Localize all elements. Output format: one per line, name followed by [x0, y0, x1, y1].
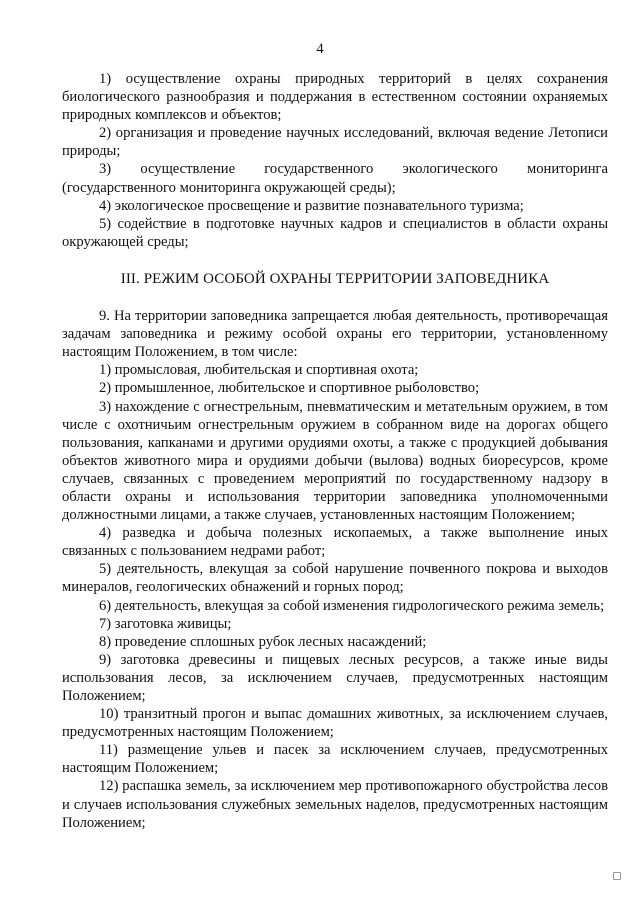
duty-item: 1) осуществление охраны природных территорий в целях сохранения биологического разнообразия и поддержания в естественном состоянии охраняемых природных комплексов и объектов;: [62, 71, 608, 124]
clause-intro: 9. На территории заповедника запрещается любая деятельность, противоречащая задачам заповедника и режиму особой охраны его территории, установленному настоящим Положением, в том числе:: [62, 308, 608, 361]
duty-item: 3) осуществление государственного экологического мониторинга (государственного мониторинга окружающей среды);: [62, 161, 608, 196]
section-heading: III. РЕЖИМ ОСОБОЙ ОХРАНЫ ТЕРРИТОРИИ ЗАПОВЕДНИКА: [120, 270, 550, 287]
prohibition-item: 1) промысловая, любительская и спортивная охота;: [99, 362, 419, 379]
scan-corner-mark: [613, 872, 621, 880]
prohibition-item: 10) транзитный прогон и выпас домашних животных, за исключением случаев, предусмотренных настоящим Положением;: [62, 706, 608, 741]
duty-item: 2) организация и проведение научных исследований, включая ведение Летописи природы;: [62, 125, 608, 160]
duty-item: 4) экологическое просвещение и развитие познавательного туризма;: [99, 197, 524, 214]
prohibition-item: 2) промышленное, любительское и спортивное рыболовство;: [99, 380, 480, 397]
prohibition-item: 5) деятельность, влекущая за собой нарушение почвенного покрова и выходов минералов, геологических обнажений и горных пород;: [62, 561, 608, 596]
prohibition-item: 7) заготовка живицы;: [99, 615, 232, 632]
prohibition-item: 3) нахождение с огнестрельным, пневматическим и метательным оружием, в том числе с охотничьим огнестрельным оружием в собранном виде на дорогах общего пользования, капканами и другими орудиями охоты, а также с продукцией добывания объектов животного мира и орудиями добычи (вылова) водных биоресурсов, кроме случаев, связанных с проведением мероприятий по государственному надзору в области охраны и использования территории заповедника уполномоченными должностными лицами, а также случаев, установленных настоящим Положением;: [62, 398, 608, 524]
document-body: [62, 70, 608, 832]
prohibition-item: 12) распашка земель, за исключением мер противопожарного обустройства лесов и случаев использования служебных земельных наделов, предусмотренных настоящим Положением;: [62, 778, 608, 831]
prohibition-item: 11) размещение ульев и пасек за исключением случаев, предусмотренных настоящим Положением;: [62, 742, 608, 777]
prohibition-item: 4) разведка и добыча полезных ископаемых, а также выполнение иных связанных с пользованием недрами работ;: [62, 525, 608, 560]
prohibition-item: 8) проведение сплошных рубок лесных насаждений;: [99, 633, 427, 650]
prohibition-item: 9) заготовка древесины и пищевых лесных ресурсов, а также иные виды использования лесов, за исключением случаев, предусмотренных настоящим Положением;: [62, 651, 608, 704]
prohibition-item: 6) деятельность, влекущая за собой изменения гидрологического режима земель;: [99, 597, 605, 614]
duty-item: 5) содействие в подготовке научных кадров и специалистов в области охраны окружающей среды;: [62, 215, 608, 250]
page-number: 4: [316, 41, 324, 57]
